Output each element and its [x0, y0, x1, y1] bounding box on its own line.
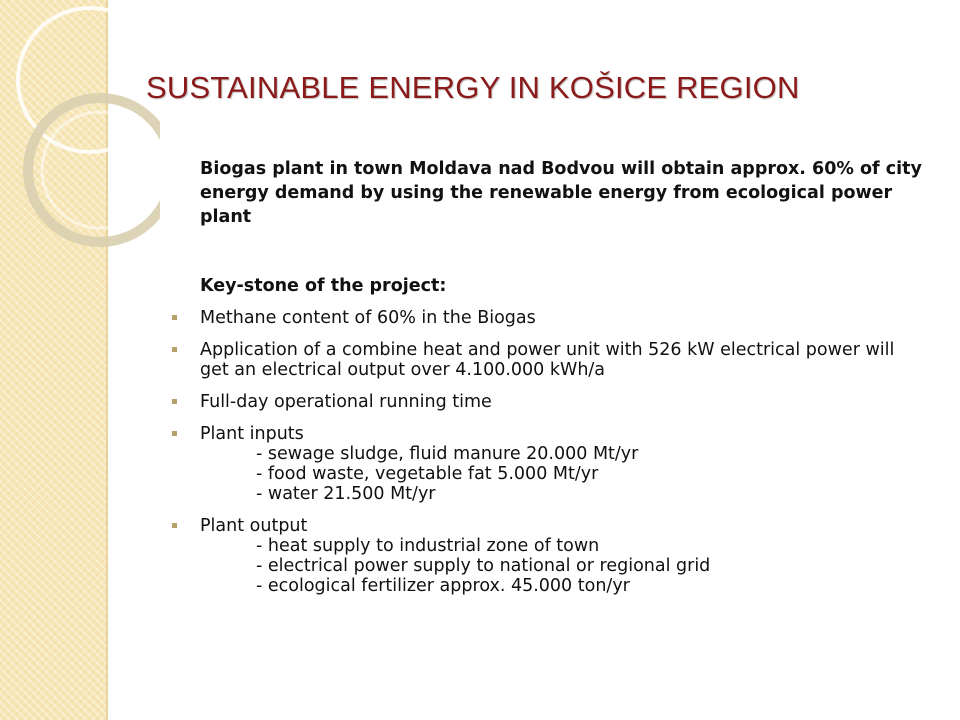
bullet-text: Methane content of 60% in the Biogas	[200, 308, 536, 328]
sub-item: - heat supply to industrial zone of town	[256, 536, 600, 556]
sub-item: - ecological fertilizer approx. 45.000 ton/yr	[256, 576, 630, 596]
square-bullet-icon	[172, 399, 177, 404]
list-item	[168, 516, 928, 596]
square-bullet-icon	[172, 315, 177, 320]
bullet-text: Plant output	[200, 516, 308, 536]
list-item	[168, 308, 928, 328]
bullet-list	[168, 308, 928, 596]
sub-item: - electrical power supply to national or regional grid	[256, 556, 711, 576]
bullet-text: Plant inputs	[200, 424, 304, 444]
sub-item: - water 21.500 Mt/yr	[256, 484, 436, 504]
square-bullet-icon	[172, 431, 177, 436]
key-stone-heading: Key-stone of the project:	[200, 276, 447, 296]
bullet-text: Application of a combine heat and power unit with 526 kW electrical power will get an electrical output over 4.100.000 kWh/a	[200, 340, 895, 380]
sub-item: - sewage sludge, fluid manure 20.000 Mt/yr	[256, 444, 639, 464]
bullet-text: Full-day operational running time	[200, 392, 492, 412]
list-item	[168, 424, 928, 504]
ring-decoration-icon	[0, 0, 160, 260]
list-item	[168, 340, 928, 380]
intro-paragraph: Biogas plant in town Moldava nad Bodvou will obtain approx. 60% of city energy demand by using the renewable energy from ecological power plant	[200, 159, 922, 227]
slide-content	[168, 157, 928, 608]
sub-item: - food waste, vegetable fat 5.000 Mt/yr	[256, 464, 599, 484]
square-bullet-icon	[172, 523, 177, 528]
decorative-sidebar	[0, 0, 108, 720]
list-item	[168, 392, 928, 412]
square-bullet-icon	[172, 347, 177, 352]
slide-title: SUSTAINABLE ENERGY IN KOŠICE REGION	[146, 70, 800, 105]
